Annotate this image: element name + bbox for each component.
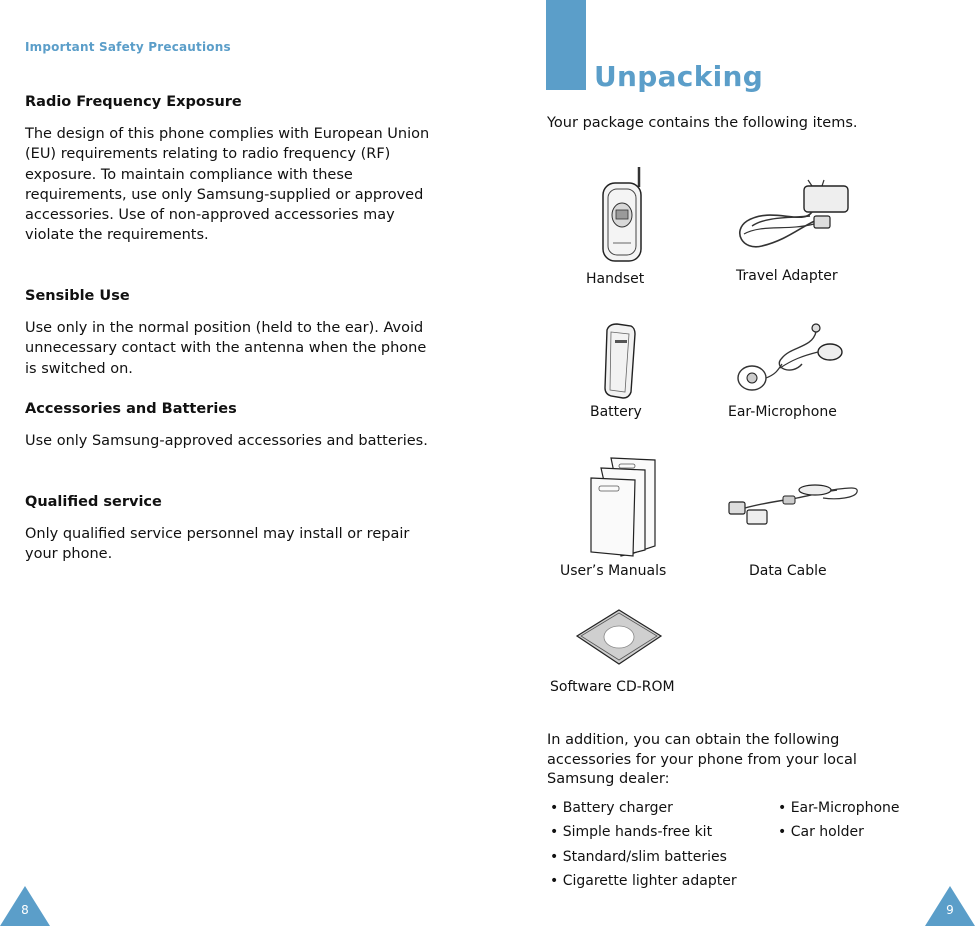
- ear-microphone-icon: [732, 320, 852, 400]
- page-number-left: 8: [21, 903, 29, 917]
- right-page: [487, 0, 975, 926]
- item-label-ear-microphone: Ear-Microphone: [728, 404, 837, 420]
- addition-text: In addition, you can obtain the following accessories for your phone from your local Samsung dealer:: [547, 732, 857, 787]
- list-item: • Car holder: [778, 824, 864, 841]
- item-battery: [590, 322, 642, 420]
- travel-adapter-icon: [732, 176, 852, 256]
- title-accent-bar: [546, 0, 586, 90]
- section-heading-qualified-service: Qualified service: [25, 494, 162, 510]
- list-item: • Battery charger: [550, 800, 673, 816]
- battery-icon: [601, 322, 641, 400]
- item-label-users-manuals: User’s Manuals: [560, 563, 667, 579]
- section-body-rf-exposure: The design of this phone complies with European Union (EU) requirements relating to radio frequency (RF) exposure. To maintain compliance with these requirements, use only Samsung-supplied or approved accessories. Use of non-approved accessories may violate the requirements.: [25, 126, 430, 244]
- section-body-accessories: Use only Samsung-approved accessories and batteries.: [25, 433, 428, 449]
- item-cd-rom: [550, 608, 675, 695]
- accessories-list-col1: [550, 796, 737, 893]
- accessories-list-col2: [778, 796, 900, 845]
- item-label-battery: Battery: [590, 404, 642, 420]
- section-body-qualified-service: Only qualified service personnel may install or repair your phone.: [25, 526, 410, 563]
- section-heading-rf-exposure: Radio Frequency Exposure: [25, 94, 242, 110]
- page-number-right: 9: [946, 903, 954, 917]
- section-heading-sensible-use: Sensible Use: [25, 288, 130, 304]
- left-page: [0, 0, 487, 926]
- item-data-cable: [727, 478, 863, 579]
- item-label-travel-adapter: Travel Adapter: [736, 268, 838, 284]
- users-manuals-icon: [589, 456, 661, 558]
- list-item: • Simple hands-free kit: [550, 824, 713, 841]
- cd-rom-icon: [575, 608, 663, 666]
- intro-text: Your package contains the following items.: [547, 115, 858, 131]
- item-label-handset: Handset: [586, 271, 645, 287]
- item-label-data-cable: Data Cable: [749, 563, 827, 579]
- data-cable-icon: [727, 478, 863, 528]
- page-number-tab-left: [0, 886, 50, 926]
- section-heading-accessories: Accessories and Batteries: [25, 401, 237, 417]
- page-number-tab-right: [925, 886, 975, 926]
- handset-icon: [599, 165, 647, 265]
- item-users-manuals: [560, 456, 667, 579]
- item-label-cd-rom: Software CD-ROM: [550, 679, 675, 695]
- page-title: Unpacking: [594, 60, 764, 93]
- section-body-sensible-use: Use only in the normal position (held to the ear). Avoid unnecessary contact with the antenna when the phone is switched on.: [25, 320, 427, 377]
- item-handset: [586, 165, 647, 287]
- item-travel-adapter: [732, 176, 852, 284]
- list-item: • Standard/slim batteries: [550, 848, 727, 865]
- list-item: • Cigarette lighter adapter: [550, 872, 737, 889]
- list-item: • Ear-Microphone: [778, 800, 900, 816]
- running-head: Important Safety Precautions: [25, 40, 231, 54]
- item-ear-microphone: [728, 320, 852, 420]
